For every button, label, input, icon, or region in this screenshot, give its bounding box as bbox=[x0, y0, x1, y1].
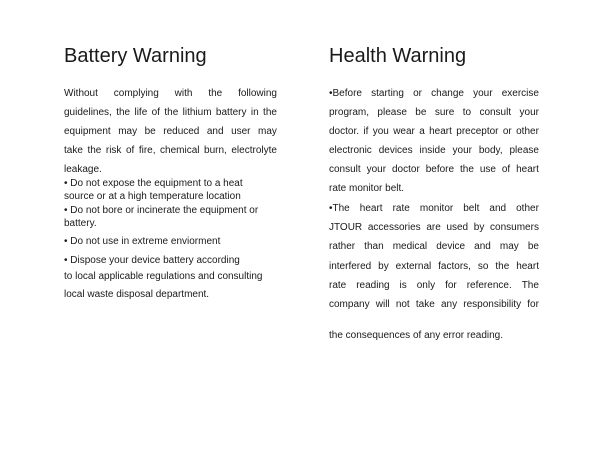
health-text-line bbox=[329, 280, 539, 292]
word: rate bbox=[392, 203, 410, 214]
word: use bbox=[479, 164, 496, 175]
word: of bbox=[501, 164, 511, 175]
word: monitor bbox=[419, 203, 454, 214]
word: the bbox=[263, 107, 277, 118]
health-text-line bbox=[329, 107, 539, 119]
word: a bbox=[419, 126, 425, 137]
word: lithium bbox=[182, 107, 212, 118]
word: heart bbox=[429, 126, 452, 137]
word: be bbox=[415, 107, 427, 118]
word: electronic bbox=[329, 145, 372, 156]
word: consult bbox=[329, 164, 361, 175]
word: your bbox=[366, 164, 387, 175]
word: please bbox=[509, 145, 539, 156]
word: or bbox=[502, 126, 512, 137]
battery-intro-line bbox=[64, 126, 277, 138]
word: wear bbox=[393, 126, 415, 137]
word: factors, bbox=[438, 261, 471, 272]
word: program, bbox=[329, 107, 370, 118]
word: reading bbox=[356, 280, 390, 291]
health-text-line bbox=[329, 88, 539, 100]
health-text-line bbox=[329, 261, 539, 273]
word: may bbox=[118, 126, 138, 137]
word: your bbox=[473, 88, 493, 99]
word: are bbox=[426, 222, 441, 233]
word: take bbox=[415, 299, 435, 310]
word: the bbox=[164, 107, 179, 118]
word: with bbox=[174, 88, 193, 99]
word: reference. bbox=[466, 280, 512, 291]
word: the bbox=[459, 164, 474, 175]
battery-intro-line bbox=[64, 164, 277, 176]
word: fire, bbox=[138, 145, 156, 156]
word: guidelines, bbox=[64, 107, 112, 118]
word: company bbox=[329, 299, 370, 310]
word: doctor. bbox=[329, 126, 360, 137]
word: will bbox=[375, 299, 390, 310]
word: battery bbox=[215, 107, 247, 118]
battery-bullet-line: • Do not bore or incinerate the equipment or bbox=[64, 205, 259, 216]
word: life bbox=[134, 107, 148, 118]
word: external bbox=[395, 261, 432, 272]
word: rate bbox=[329, 280, 347, 291]
battery-bullet-line: • Dispose your device battery according bbox=[64, 255, 240, 266]
battery-intro-line bbox=[64, 88, 277, 100]
word: for bbox=[445, 280, 457, 291]
word: and bbox=[206, 126, 224, 137]
word: responsibility bbox=[463, 299, 522, 310]
word: the bbox=[87, 145, 102, 156]
word: doctor bbox=[391, 164, 420, 175]
word: by bbox=[473, 222, 485, 233]
word: any bbox=[440, 299, 458, 310]
word: •Before bbox=[329, 88, 362, 99]
word: by bbox=[378, 261, 389, 272]
word: rather bbox=[329, 241, 356, 252]
word: device bbox=[436, 241, 466, 252]
word: preceptor bbox=[456, 126, 499, 137]
word: consult bbox=[479, 107, 512, 118]
battery-bullet-line: to local applicable regulations and consulting bbox=[64, 271, 263, 282]
word: take bbox=[64, 145, 83, 156]
word: not bbox=[395, 299, 410, 310]
word: than bbox=[364, 241, 384, 252]
battery-bullet-line: local waste disposal department. bbox=[64, 289, 210, 300]
word: complying bbox=[113, 88, 159, 99]
word: interfered bbox=[329, 261, 372, 272]
word: heart bbox=[516, 261, 539, 272]
word: sure bbox=[434, 107, 455, 118]
word: the bbox=[495, 261, 510, 272]
word: chemical bbox=[160, 145, 200, 156]
health-text-line bbox=[329, 203, 539, 215]
word: used bbox=[446, 222, 469, 233]
health-text-line bbox=[329, 164, 539, 176]
word: exercise bbox=[501, 88, 539, 99]
word: you bbox=[372, 126, 389, 137]
health-text-line bbox=[329, 222, 539, 234]
word: other bbox=[516, 126, 539, 137]
word: following bbox=[238, 88, 277, 99]
health-text-line bbox=[329, 126, 539, 138]
health-warning-title: Health Warning bbox=[329, 45, 467, 67]
word: in bbox=[250, 107, 259, 118]
word: your bbox=[519, 107, 539, 118]
word: the consequences of any error reading. bbox=[329, 330, 503, 341]
word: rate monitor belt. bbox=[329, 183, 405, 194]
battery-warning-title: Battery Warning bbox=[64, 45, 207, 67]
word: reduced bbox=[163, 126, 200, 137]
word: burn, bbox=[204, 145, 227, 156]
word: or bbox=[413, 88, 422, 99]
word: of bbox=[125, 145, 135, 156]
word: your bbox=[452, 145, 472, 156]
word: Without bbox=[64, 88, 98, 99]
word: be bbox=[144, 126, 156, 137]
word: please bbox=[377, 107, 407, 118]
word: and bbox=[489, 203, 507, 214]
word: for bbox=[527, 299, 539, 310]
word: leakage. bbox=[64, 164, 102, 175]
word: may bbox=[499, 241, 519, 252]
word: inside bbox=[419, 145, 446, 156]
battery-intro-line bbox=[64, 145, 277, 157]
word: JTOUR bbox=[329, 222, 363, 233]
word: medical bbox=[392, 241, 428, 252]
health-text-line bbox=[329, 330, 539, 342]
word: be bbox=[527, 241, 539, 252]
word: other bbox=[516, 203, 539, 214]
word: so bbox=[477, 261, 489, 272]
health-text-line bbox=[329, 299, 539, 311]
battery-bullet-line: source or at a high temperature location bbox=[64, 191, 241, 202]
word: user bbox=[231, 126, 251, 137]
health-text-line bbox=[329, 183, 539, 195]
word: change bbox=[431, 88, 464, 99]
word: of bbox=[151, 107, 160, 118]
health-text-line bbox=[329, 241, 539, 253]
word: if bbox=[363, 126, 369, 137]
health-text-line bbox=[329, 145, 539, 157]
battery-bullet-line: • Do not use in extreme enviorment bbox=[64, 236, 221, 247]
word: before bbox=[425, 164, 455, 175]
word: starting bbox=[371, 88, 404, 99]
battery-bullet-line: • Do not expose the equipment to a heat bbox=[64, 178, 243, 189]
battery-bullet-line: battery. bbox=[64, 218, 97, 229]
word: accessories bbox=[367, 222, 421, 233]
word: •The bbox=[329, 203, 350, 214]
battery-intro-line bbox=[64, 107, 277, 119]
word: heart bbox=[516, 164, 539, 175]
word: belt bbox=[463, 203, 480, 214]
word: The bbox=[521, 280, 539, 291]
word: body, bbox=[478, 145, 503, 156]
word: risk bbox=[105, 145, 122, 156]
word: may bbox=[258, 126, 277, 137]
word: is bbox=[399, 280, 407, 291]
word: and bbox=[474, 241, 491, 252]
word: heart bbox=[359, 203, 383, 214]
word: the bbox=[208, 88, 223, 99]
word: devices bbox=[378, 145, 413, 156]
word: only bbox=[416, 280, 436, 291]
word: electrolyte bbox=[231, 145, 277, 156]
word: consumers bbox=[490, 222, 539, 233]
word: equipment bbox=[64, 126, 111, 137]
word: the bbox=[116, 107, 131, 118]
word: to bbox=[462, 107, 472, 118]
